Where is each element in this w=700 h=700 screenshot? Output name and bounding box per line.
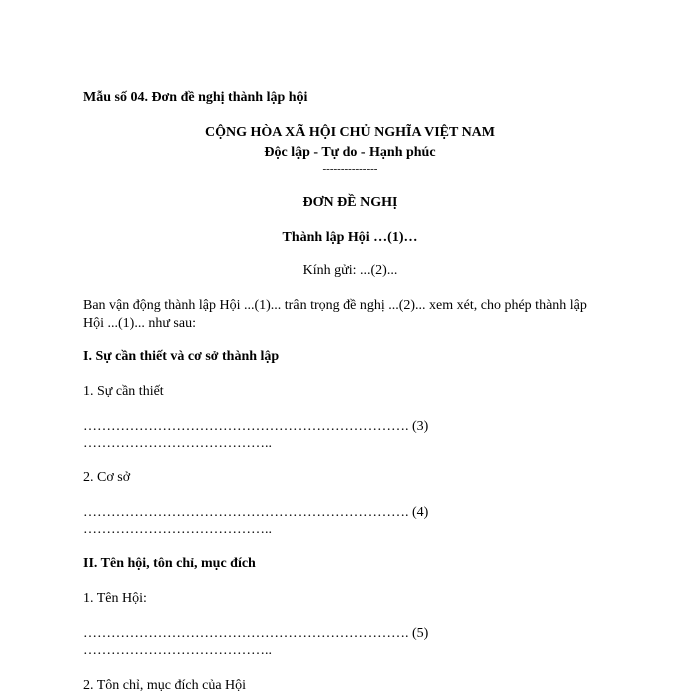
intro-paragraph-line-1: Ban vận động thành lập Hội ...(1)... trân trọng đề nghị ...(2)... xem xét, cho phép thành lập (83, 298, 587, 313)
fill-line-3: ……………………………………………………………. (3) (83, 419, 429, 434)
national-title: CỘNG HÒA XÃ HỘI CHỦ NGHĨA VIỆT NAM (204, 125, 495, 140)
section-2-heading: II. Tên hội, tôn chỉ, mục đích (83, 556, 256, 571)
section-1-item-2: 2. Cơ sở (83, 470, 131, 485)
fill-line-4-continued: ………………………………….. (83, 522, 272, 537)
section-1-item-1: 1. Sự cần thiết (83, 384, 164, 399)
fill-line-5-continued: ………………………………….. (83, 643, 272, 658)
motto-divider: --------------- (322, 163, 378, 175)
fill-line-4: ……………………………………………………………. (4) (83, 505, 429, 520)
fill-line-5: ……………………………………………………………. (5) (83, 626, 429, 641)
fill-line-3-continued: ………………………………….. (83, 436, 272, 451)
intro-paragraph-line-2: Hội ...(1)... như sau: (83, 316, 196, 331)
recipient-line: Kính gửi: ...(2)... (302, 263, 398, 278)
section-2-item-1: 1. Tên Hội: (83, 591, 147, 606)
section-1-heading: I. Sự cần thiết và cơ sở thành lập (83, 349, 280, 364)
document-title: ĐƠN ĐỀ NGHỊ (302, 195, 398, 210)
section-2-item-2: 2. Tôn chỉ, mục đích của Hội (83, 678, 247, 693)
national-motto: Độc lập - Tự do - Hạnh phúc (264, 145, 436, 160)
document-subtitle: Thành lập Hội …(1)… (282, 230, 418, 245)
form-title: Mẫu số 04. Đơn đề nghị thành lập hội (83, 90, 308, 105)
